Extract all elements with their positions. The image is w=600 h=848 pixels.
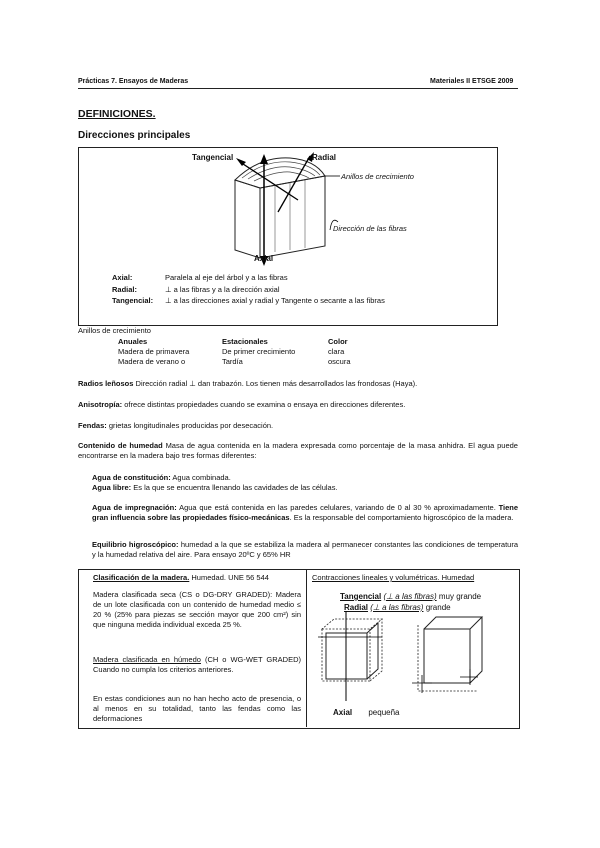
def-axial-term: Axial: [112,273,133,282]
equilibrio [92,540,518,560]
label-anillos: Anillos de crecimiento [341,172,414,181]
axial-value: pequeña [368,708,400,717]
radial-note: (⊥ a las fibras) [370,603,424,612]
axial-row [333,708,400,718]
agua-impregnacion-text1: Agua que está contenida en las paredes celulares, variando de 0 al 30 % aproximadamente. [179,503,496,512]
section-title: Direcciones principales [78,130,191,141]
equilibrio-text: humedad a la que se estabiliza la madera al permanecer constantes las condiciones de temperatura y la humedad relativa del aire. Para ensayo 20ºC y 65% HR [92,540,518,559]
def-radial-text: ⊥ a las fibras y a la dirección axial [165,285,280,294]
fendas-paragraph [78,421,518,431]
agua-impregnacion-term: Agua de impregnación: [92,503,177,512]
clasificacion-title-rest: Humedad. UNE 56 544 [189,573,269,582]
agua-libre-text: Es la que se encuentra llenando las cavidades de las células. [133,483,338,492]
label-direccion-fibras: Dirección de las fibras [333,224,407,233]
anillos-h2: Estacionales [222,337,268,346]
radios-term: Radios leñosos [78,379,134,388]
condiciones-text: En estas condiciones aun no han hecho acto de presencia, o al menos en su totalidad, tanto las fendas como las deformaciones [93,694,301,723]
agua-constitucion [92,473,518,483]
fendas-term: Fendas: [78,421,107,430]
tangencial-note: (⊥ a las fibras) [383,592,437,601]
def-radial-term: Radial: [112,285,138,294]
tangencial-row [340,592,520,602]
anillos-r1c1: Madera de primavera [118,347,190,356]
def-axial-text: Paralela al eje del árbol y a las fibras [165,273,288,282]
fendas-text: grietas longitudinales producidas por desecación. [108,421,274,430]
madera-seca-text: Madera clasificada seca (CS o DG-DRY GRADED): Madera de un lote clasificada con un contenido de humedad medio ≤ 20 % (25% para piezas se sección mayor que 200 cm²) sin que ninguna medida individual exceda 25 %. [93,590,301,629]
header-right: Materiales II ETSGE 2009 [430,78,514,85]
anillos-r1c2: De primer crecimiento [222,347,296,356]
clasificacion-title: Clasificación de la madera. [93,573,190,582]
agua-constitucion-text: Agua combinada. [172,473,231,482]
label-tangencial: Tangencial [192,153,234,162]
header-rule [78,88,518,89]
contraction-diagram [312,605,516,705]
agua-impregnacion-bold: Tiene gran influencia sobre las propiedades físico-mecánicas [92,503,519,522]
contenido-text: Masa de agua contenida en la madera expresada como porcentaje de la masa anhidra. El agua puede encontrarse en la madera bajo tres formas diferentes: [78,441,518,460]
table-divider [306,569,307,727]
agua-libre-term: Agua libre: [92,483,132,492]
agua-impregnacion [92,503,518,523]
wood-block-diagram [180,150,440,268]
page-title: DEFINICIONES. [78,108,156,120]
anillos-r1c3: clara [328,347,345,356]
anillos-r2c1: Madera de verano o [118,357,186,366]
contenido-paragraph [78,441,518,461]
agua-constitucion-term: Agua de constitución: [92,473,171,482]
table-left-title [93,573,301,583]
def-tangencial-text: ⊥ a las direcciones axial y radial y Tangente o secante a las fibras [165,296,385,305]
anillos-r2c3: oscura [328,357,351,366]
radial-label: Radial [344,603,369,612]
anisotropia-text: ofrece distintas propiedades cuando se examina o ensaya en direcciones diferentes. [124,400,406,409]
label-radial: Radial [312,153,337,162]
equilibrio-term: Equilibrio higroscópico: [92,540,179,549]
agua-impregnacion-text2: . Es la responsable del comportamiento higroscópico de la madera. [289,513,514,522]
radial-value: grande [425,603,451,612]
anisotropia-term: Anisotropía: [78,400,123,409]
madera-humedo-title: Madera clasificada en húmedo [93,655,201,664]
tangencial-label: Tangencial [340,592,382,601]
tangencial-value: muy grande [438,592,482,601]
anillos-title: Anillos de crecimiento [78,326,151,335]
anillos-h3: Color [328,337,348,346]
anillos-r2c2: Tardía [222,357,243,366]
radios-text: Dirección radial ⊥ dan trabazón. Los tienen más desarrollados las frondosas (Haya). [135,379,418,388]
agua-libre [92,483,518,493]
axial-label: Axial [333,708,353,717]
anisotropia-paragraph [78,400,518,410]
contracciones-title: Contracciones lineales y volumétricas. Humedad [312,573,475,582]
madera-humedo-paragraph [93,655,301,675]
radios-paragraph [78,379,518,389]
header-left: Prácticas 7. Ensayos de Maderas [78,78,189,85]
label-axial: Axial [254,254,274,263]
madera-humedo-text: (CH o WG-WET GRADED) Cuando no cumpla los criterios anteriores. [93,655,302,674]
anillos-h1: Anuales [118,337,148,346]
def-tangencial-term: Tangencial: [112,296,154,305]
contenido-term: Contenido de humedad [78,441,163,450]
